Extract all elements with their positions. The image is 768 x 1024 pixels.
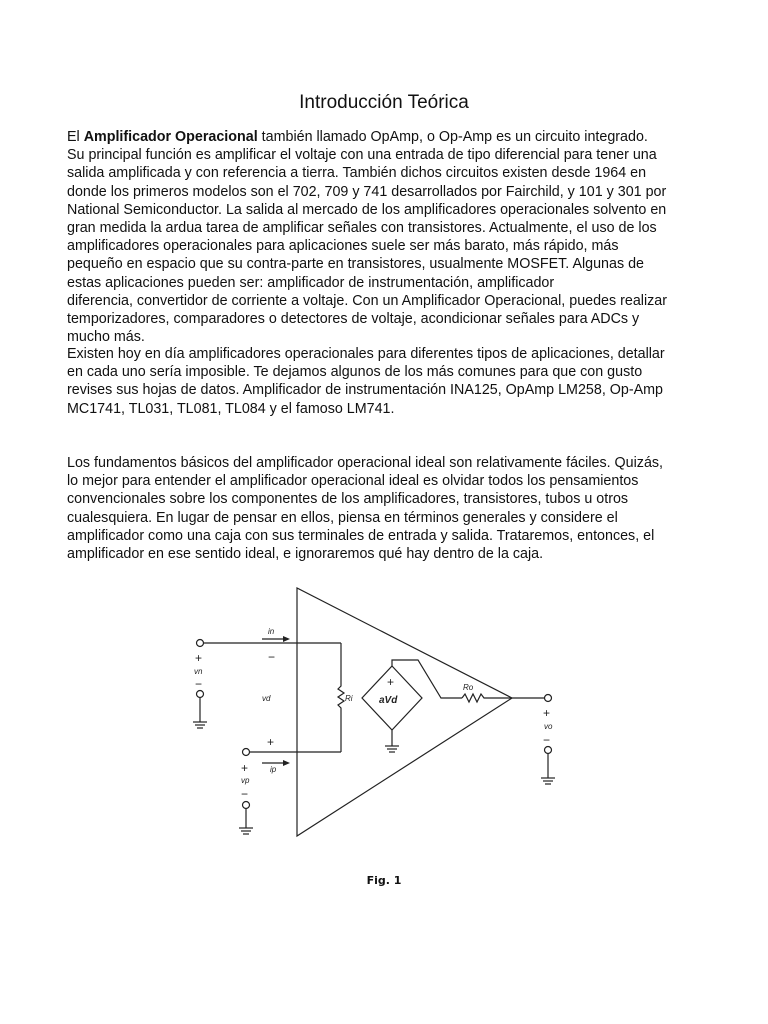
text-line: salida amplificada y con referencia a tierra. También dichos circuitos existen desde 1964 en [67,165,647,182]
text-line: mucho más. [67,329,145,346]
label-vo: vo [544,722,553,731]
text-line: diferencia, convertidor de corriente a voltaje. Con un Amplificador Operacional, puedes realizar [67,292,668,309]
inverting-minus-sign: − [268,650,276,664]
vn-plus-sign: + [195,651,203,665]
vo-minus-sign: − [543,733,551,747]
noninverting-input-terminal [243,749,250,756]
text-line: convencionales sobre los componentes de los amplificadores, transistores, tubos u otros [67,491,629,508]
text-line: Su principal función es amplificar el voltaje con una entrada de tipo diferencial para tener una [67,147,657,164]
vp-plus-sign: + [241,761,249,775]
text-line: amplificador en ese sentido ideal, e ignoraremos qué hay dentro de la caja. [67,546,544,563]
output-terminal [545,695,552,702]
figure-caption: Fig. 1 [366,874,402,887]
text-line: temporizadores, comparadores o detectores de voltaje, acondicionar señales para ADCs y [67,311,640,328]
vo-plus-sign: + [543,706,551,720]
bold-term: Amplificador Operacional [83,129,258,145]
paragraph-intro [67,128,701,346]
text-line: estas aplicaciones pueden ser: amplificador de instrumentación, amplificador [67,274,555,291]
text-line: en cada uno sería imposible. Te dejamos algunos de los más comunes para que con gusto [67,364,643,381]
text-line: revises sus hojas de datos. Amplificador de instrumentación INA125, OpAmp LM258, Op-Amp [67,382,663,399]
inverting-input-terminal [197,640,204,647]
label-vd: vd [262,694,271,703]
vp-minus-sign: − [241,787,249,801]
label-vp: vp [241,776,250,785]
label-ro: Ro [463,683,474,692]
source-plus-sign: + [387,675,395,689]
text-line: Los fundamentos básicos del amplificador operacional ideal son relativamente fáciles. Quizás, [67,455,664,471]
text-line: donde los primeros modelos son el 702, 709 y 741 desarrollados por Fairchild, y 101 y 301 por [67,183,667,200]
ro-resistor [462,694,512,702]
text-line: amplificador como una caja con sus terminales de entrada y salida. Trataremos, entonces, el [67,527,655,544]
vn-minus-sign: − [195,677,203,691]
opamp-circuit-diagram [180,580,580,850]
source-to-ro-wire [392,660,462,698]
text-line: MC1741, TL031, TL081, TL084 y el famoso LM741. [67,400,395,417]
text-line: cualesquiera. En lugar de pensar en ellos, piensa en términos generales y considere el [67,509,618,526]
paragraph-fundamentals [67,454,701,563]
text-line: El Amplificador Operacional también llamado OpAmp, o Op-Amp es un circuito integrado. [67,129,648,145]
label-ri: Ri [345,694,353,703]
paragraph-examples [67,345,701,418]
text-line: lo mejor para entender el amplificador operacional ideal es olvidar todos los pensamientos [67,473,639,490]
noninverting-plus-sign: + [267,735,275,749]
text-line: gran medida la ardua tarea de amplificar señales con transistores. Actualmente, el uso de los [67,220,657,237]
text-line: amplificadores operacionales para aplicaciones suele ser más barato, más rápido, más [67,238,619,255]
label-ip: ip [270,765,277,774]
opamp-triangle [297,588,512,836]
text-line: Existen hoy en día amplificadores operacionales para diferentes tipos de aplicaciones, detallar [67,346,665,362]
text-line: National Semiconductor. La salida al mercado de los amplificadores operacionales solvento en [67,201,667,218]
label-vn: vn [194,667,203,676]
text-line: pequeño en espacio que su contra-parte en transistores, usualmente MOSFET. Algunas de [67,256,644,273]
page-title: Introducción Teórica [299,92,469,113]
label-in: in [268,627,275,636]
label-avd: aVd [379,695,398,706]
ri-resistor [338,643,344,752]
